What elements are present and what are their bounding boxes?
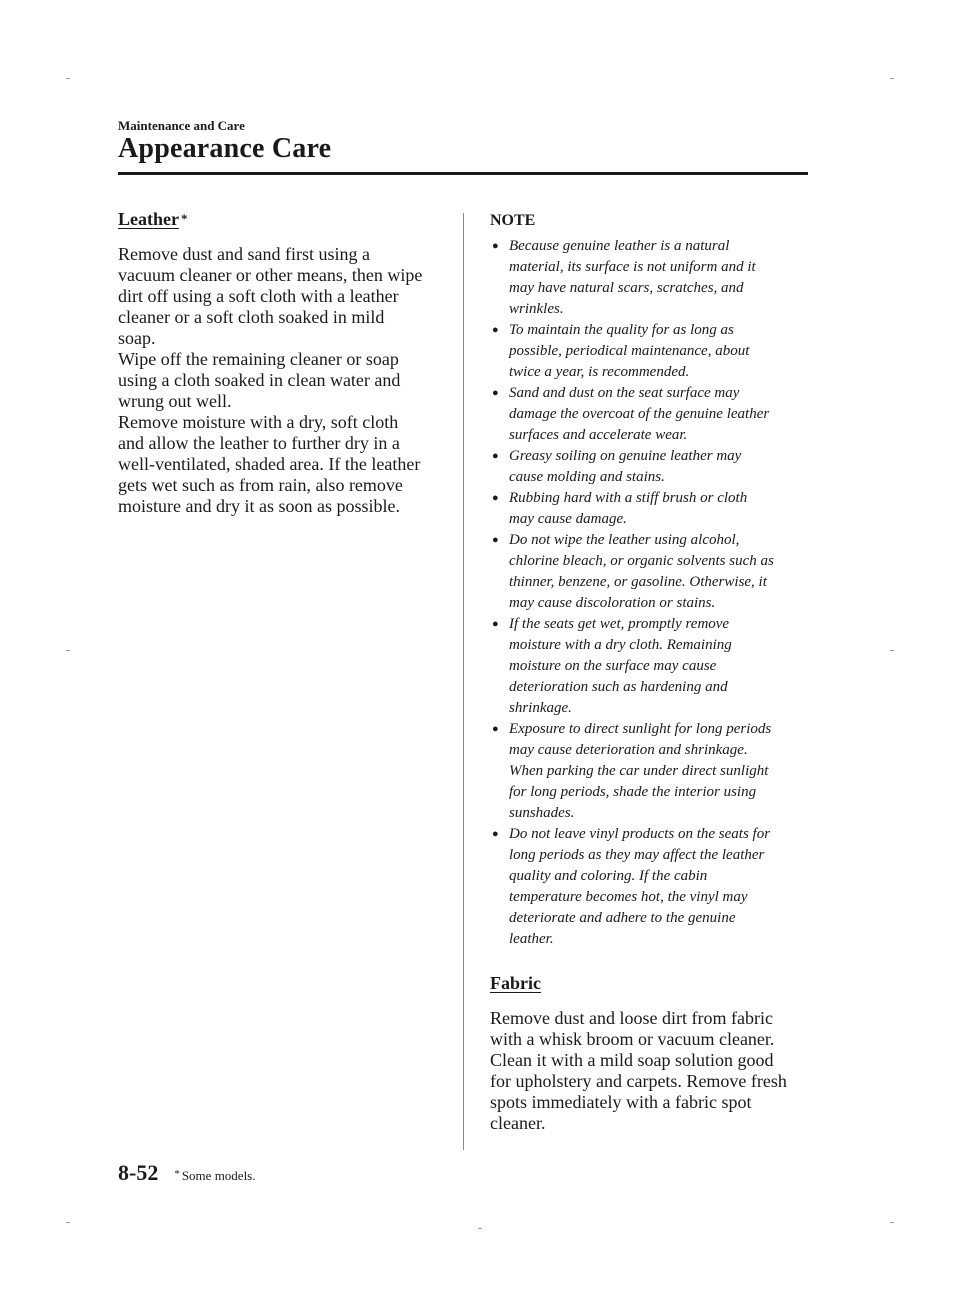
- leather-paragraph: Remove moisture with a dry, soft cloth and allow the leather to further dry in a well-ventilated, shaded area. If the leather gets wet such as from rain, also remove moisture and dry it as soon as possible.: [118, 412, 421, 516]
- note-item: [490, 488, 812, 530]
- page-footer: [118, 1160, 256, 1186]
- note-item: [490, 320, 812, 383]
- bullet-icon: ●: [492, 618, 499, 630]
- page-number: 8-52: [118, 1160, 159, 1185]
- crop-mark: [66, 78, 70, 79]
- note-item-text: Rubbing hard with a stiff brush or cloth may cause damage.: [509, 490, 748, 527]
- note-item-text: Do not wipe the leather using alcohol, chlorine bleach, or organic solvents such as thinner, benzene, or gasoline. Otherwise, it may cause discoloration or stains.: [509, 532, 774, 611]
- leather-heading-text: Leather: [118, 209, 179, 229]
- note-item: [490, 446, 812, 488]
- bullet-icon: ●: [492, 240, 499, 252]
- crop-mark: [66, 1222, 70, 1223]
- crop-mark: [66, 650, 70, 651]
- note-item-text: Sand and dust on the seat surface may damage the overcoat of the genuine leather surfaces and accelerate wear.: [509, 385, 770, 443]
- bullet-icon: ●: [492, 324, 499, 336]
- note-item-text: To maintain the quality for as long as possible, periodical maintenance, about twice a year, is recommended.: [509, 322, 750, 380]
- footnote: [174, 1168, 255, 1184]
- fabric-section: [490, 970, 812, 1134]
- note-item-text: Exposure to direct sunlight for long periods may cause deterioration and shrinkage. When parking the car under direct sunlight for long periods, shade the interior using sunshades.: [509, 721, 772, 821]
- crop-mark: [478, 1228, 482, 1229]
- crop-mark: [890, 650, 894, 651]
- note-item-text: If the seats get wet, promptly remove moisture with a dry cloth. Remaining moisture on the surface may cause deterioration such as hardening and shrinkage.: [509, 616, 732, 716]
- bullet-icon: ●: [492, 450, 499, 462]
- note-item: [490, 719, 812, 824]
- note-item: [490, 236, 812, 320]
- right-column: [490, 210, 812, 1134]
- bullet-icon: ●: [492, 723, 499, 735]
- bullet-icon: ●: [492, 828, 499, 840]
- note-item: [490, 824, 812, 950]
- note-list: [490, 236, 812, 950]
- bullet-icon: ●: [492, 387, 499, 399]
- bullet-icon: ●: [492, 492, 499, 504]
- leather-paragraph: Wipe off the remaining cleaner or soap using a cloth soaked in clean water and wrung out well.: [118, 349, 401, 411]
- some-models-marker: *: [180, 211, 188, 226]
- note-item: [490, 614, 812, 719]
- note-item: [490, 383, 812, 446]
- section-label: Maintenance and Care: [118, 118, 245, 133]
- footnote-text: Some models.: [181, 1168, 256, 1183]
- column-divider: [463, 213, 464, 1150]
- page-title: Appearance Care: [118, 133, 332, 164]
- note-item-text: Because genuine leather is a natural material, its surface is not uniform and it may have natural scars, scratches, and wrinkles.: [509, 238, 756, 317]
- crop-mark: [890, 1222, 894, 1223]
- note-item-text: Do not leave vinyl products on the seats for long periods as they may affect the leather quality and coloring. If the cabin temperature becomes hot, the vinyl may deteriorate and adhere to the genuine leather.: [509, 826, 771, 947]
- leather-paragraph: Remove dust and sand first using a vacuum cleaner or other means, then wipe dirt off using a soft cloth with a leather cleaner or a soft cloth soaked in mild soap.: [118, 244, 423, 348]
- note-item: [490, 530, 812, 614]
- note-heading: NOTE: [490, 212, 536, 229]
- fabric-paragraph: Remove dust and loose dirt from fabric with a whisk broom or vacuum cleaner. Clean it with a mild soap solution good for upholstery and carpets. Remove fresh spots immediately with a fabric spot cleaner.: [490, 1008, 787, 1133]
- fabric-heading: Fabric: [490, 973, 541, 993]
- leather-heading: [118, 206, 448, 232]
- header-rule: [118, 172, 808, 175]
- leather-section: [118, 206, 448, 517]
- note-item-text: Greasy soiling on genuine leather may cause molding and stains.: [509, 448, 742, 485]
- some-models-marker: *: [174, 1168, 180, 1180]
- bullet-icon: ●: [492, 534, 499, 546]
- crop-mark: [890, 78, 894, 79]
